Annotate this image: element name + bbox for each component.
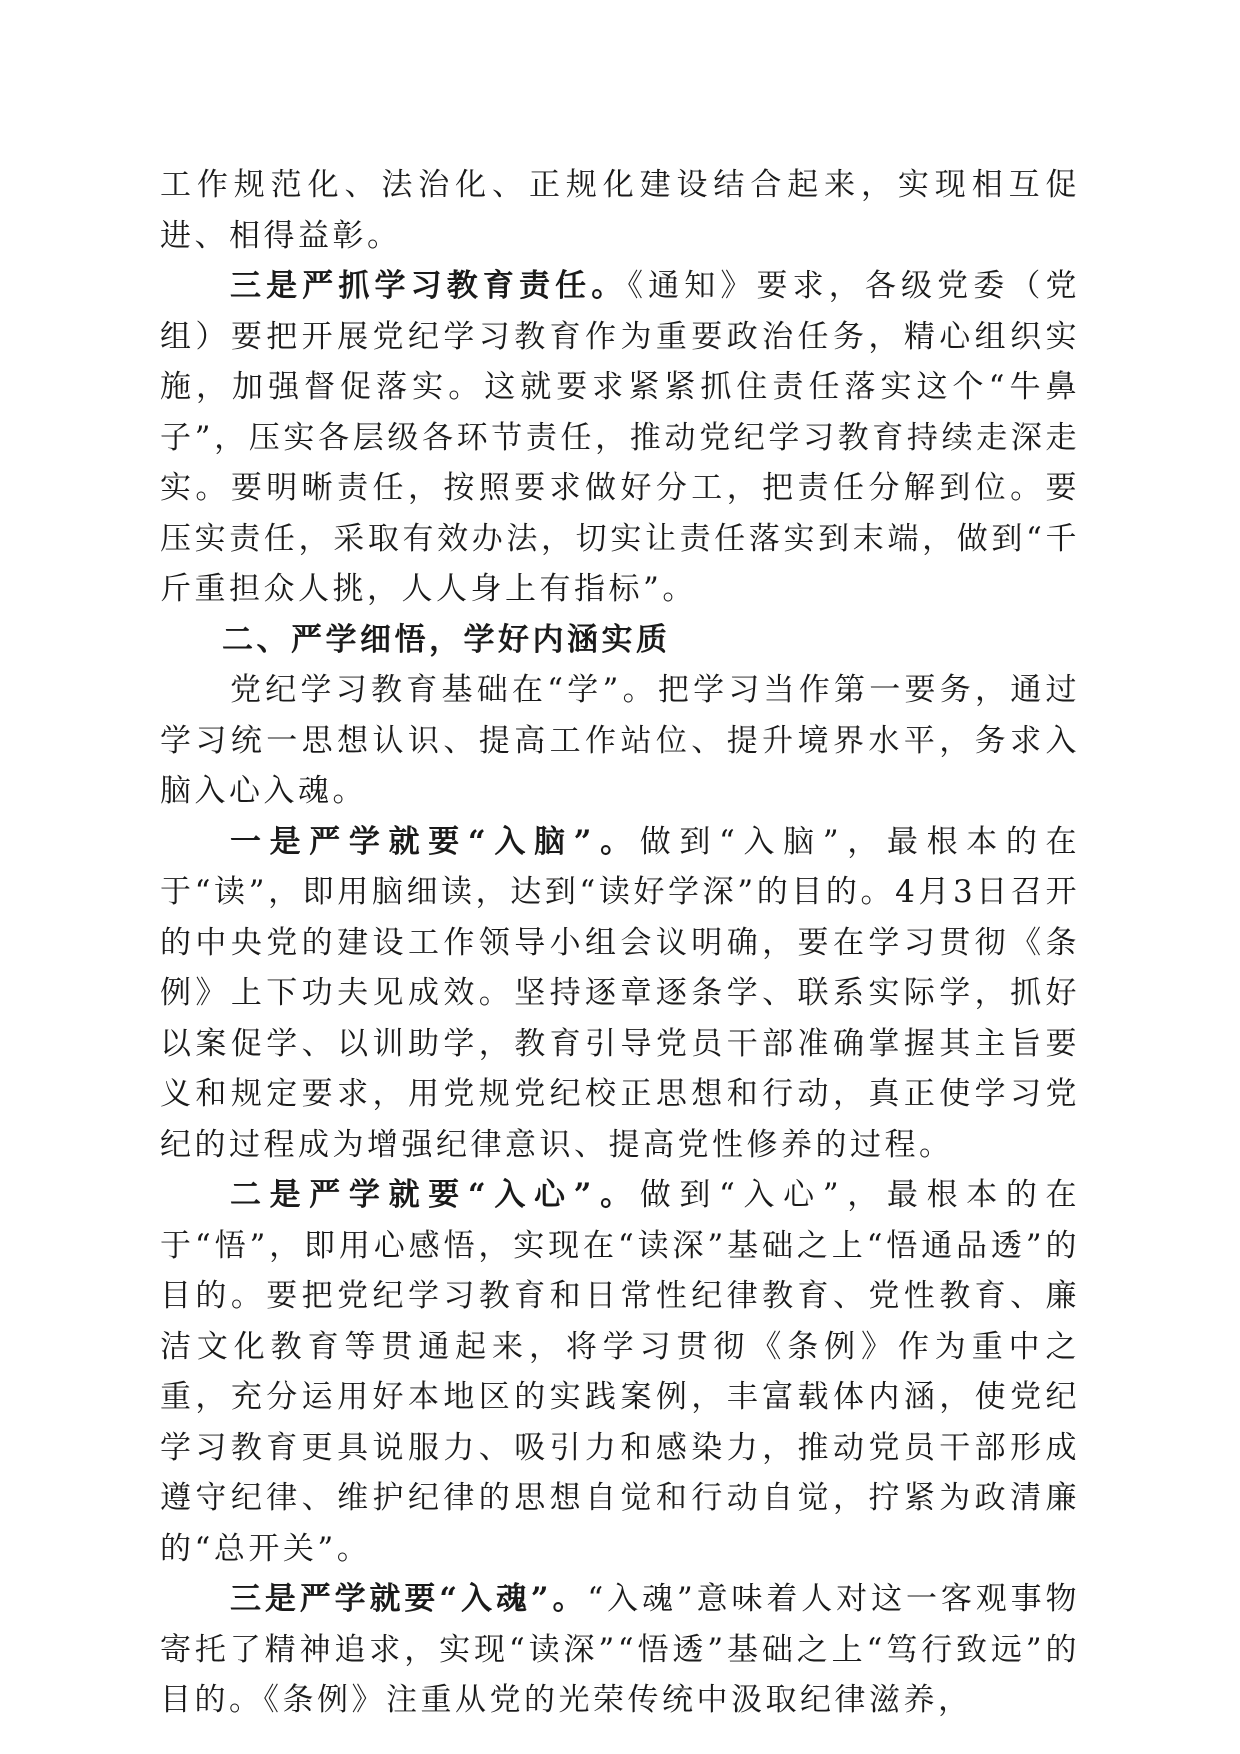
paragraph-lead: 二是严学就要“入心”。 [230, 1177, 640, 1213]
paragraph-lead: 一是严学就要“入脑”。 [230, 823, 640, 860]
section-heading: 二、严学细悟，学好内涵实质 [222, 621, 671, 658]
paragraph-body: “入魂”意味着人对这一客观事物寄托了精神追求，实现“读深”“悟透”基础之上“笃行致远”的目的。《条例》注重从党的光荣传统中汲取纪律滋养， [160, 1581, 1080, 1718]
document-page [160, 160, 1081, 1718]
paragraph-body: 《通知》要求，各级党委（党组）要把开展党纪学习教育作为重要政治任务，精心组织实施，加强督促落实。这就要求紧紧抓住责任落实这个“牛鼻子”，压实各层级各环节责任，推动党纪学习教育持续走深走实。要明晰责任，按照要求做好分工，把责任分解到位。要压实责任，采取有效办法，切实让责任落实到末端，做到“千斤重担众人挑，人人身上有指标”。 [160, 268, 1081, 607]
paragraph-into-brain [160, 817, 1080, 1171]
section-intro-paragraph: 党纪学习教育基础在“学”。把学习当作第一要务，通过学习统一思想认识、提高工作站位、提升境界水平，务求入脑入心入魂。 [160, 672, 1080, 809]
continuation-paragraph: 工作规范化、法治化、正规化建设结合起来，实现相互促进、相得益彰。 [160, 167, 1080, 254]
paragraph-responsibility [160, 261, 1080, 615]
paragraph-body: 做到“入脑”，最根本的在于“读”，即用脑细读，达到“读好学深”的目的。4月3日召开的中央党的建设工作领导小组会议明确，要在学习贯彻《条例》上下功夫见成效。坚持逐章逐条学、联系实际学，抓好以案促学、以训助学，教育引导党员干部准确掌握其主旨要义和规定要求，用党规党纪校正思想和行动，真正使学习党纪的过程成为增强纪律意识、提高党性修养的过程。 [160, 823, 1080, 1163]
paragraph-lead: 三是严学就要“入魂”。 [230, 1581, 588, 1617]
paragraph-body: 做到“入心”，最根本的在于“悟”，即用心感悟，实现在“读深”基础之上“悟通品透”的目的。要把党纪学习教育和日常性纪律教育、党性教育、廉洁文化教育等贯通起来，将学习贯彻《条例》作为重中之重，充分运用好本地区的实践案例，丰富载体内涵，使党纪学习教育更具说服力、吸引力和感染力，推动党员干部形成遵守纪律、维护纪律的思想自觉和行动自觉，拧紧为政清廉的“总开关”。 [160, 1177, 1080, 1567]
paragraph-lead: 三是严抓学习教育责任。 [230, 268, 628, 304]
paragraph-into-soul [160, 1574, 1080, 1726]
paragraph-into-heart [160, 1170, 1080, 1574]
